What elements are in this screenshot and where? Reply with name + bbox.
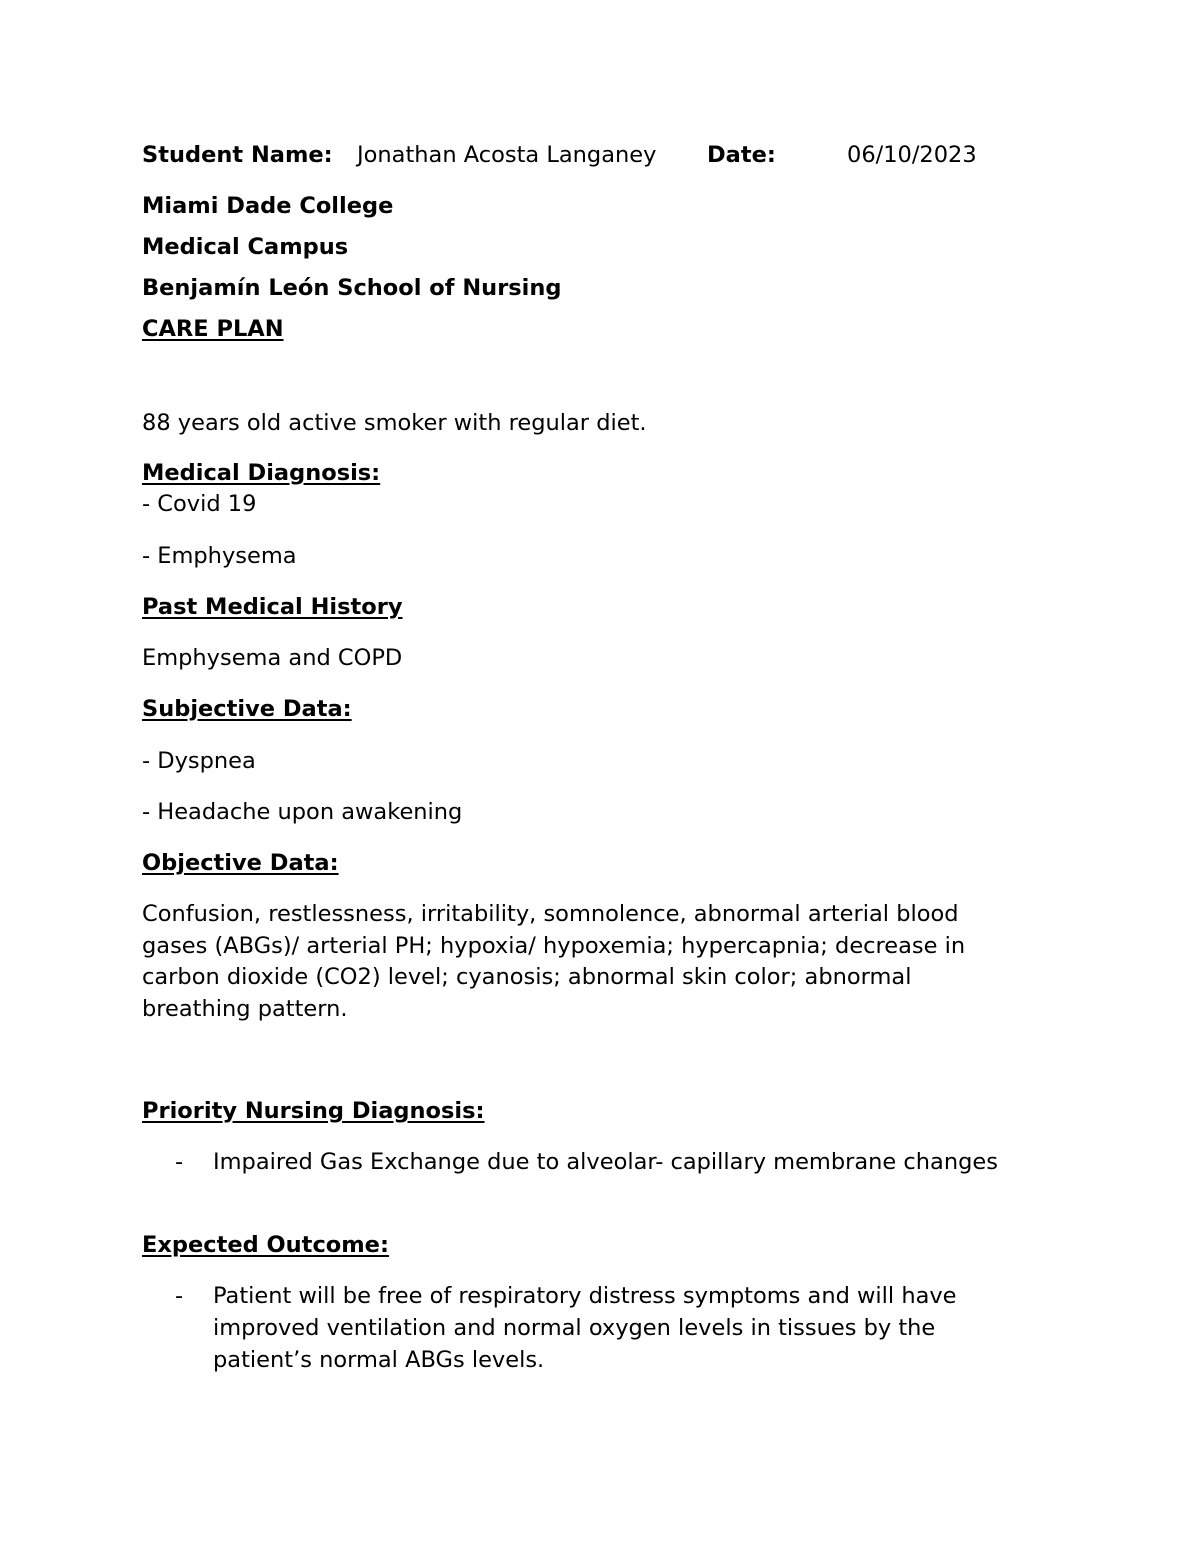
subjective-heading: Subjective Data: [142,696,352,722]
subjective-item: - Headache upon awakening [142,799,463,825]
objective-line: carbon dioxide (CO2) level; cyanosis; abnormal skin color; abnormal [142,964,912,990]
student-name-label: Student Name: [142,142,333,168]
objective-line: Confusion, restlessness, irritability, somnolence, abnormal arterial blood [142,901,959,927]
objective-line: gases (ABGs)/ arterial PH; hypoxia/ hypoxemia; hypercapnia; decrease in [142,933,966,959]
expected-outcome-line: improved ventilation and normal oxygen levels in tissues by the [213,1315,936,1341]
expected-outcome-line: patient’s normal ABGs levels. [213,1347,545,1373]
expected-outcome-heading: Expected Outcome: [142,1232,389,1258]
bullet-dash: - [175,1149,184,1175]
college-name: Miami Dade College [142,193,394,219]
objective-line: breathing pattern. [142,996,348,1022]
date-label: Date: [707,142,776,168]
past-history-heading: Past Medical History [142,594,403,620]
past-history-text: Emphysema and COPD [142,645,403,671]
priority-diagnosis-heading: Priority Nursing Diagnosis: [142,1098,485,1124]
objective-heading: Objective Data: [142,850,339,876]
priority-diagnosis-item: Impaired Gas Exchange due to alveolar- capillary membrane changes [213,1149,998,1175]
subjective-item: - Dyspnea [142,748,256,774]
document-title: CARE PLAN [142,316,284,342]
medical-diagnosis-heading: Medical Diagnosis: [142,460,381,486]
campus-name: Medical Campus [142,234,349,260]
medical-diagnosis-item: - Covid 19 [142,491,257,517]
medical-diagnosis-item: - Emphysema [142,543,297,569]
bullet-dash: - [175,1283,184,1309]
school-name: Benjamín León School of Nursing [142,275,562,301]
expected-outcome-line: Patient will be free of respiratory distress symptoms and will have [213,1283,957,1309]
student-name-value: Jonathan Acosta Langaney [357,142,657,168]
date-value: 06/10/2023 [847,142,977,168]
patient-summary: 88 years old active smoker with regular diet. [142,410,647,436]
